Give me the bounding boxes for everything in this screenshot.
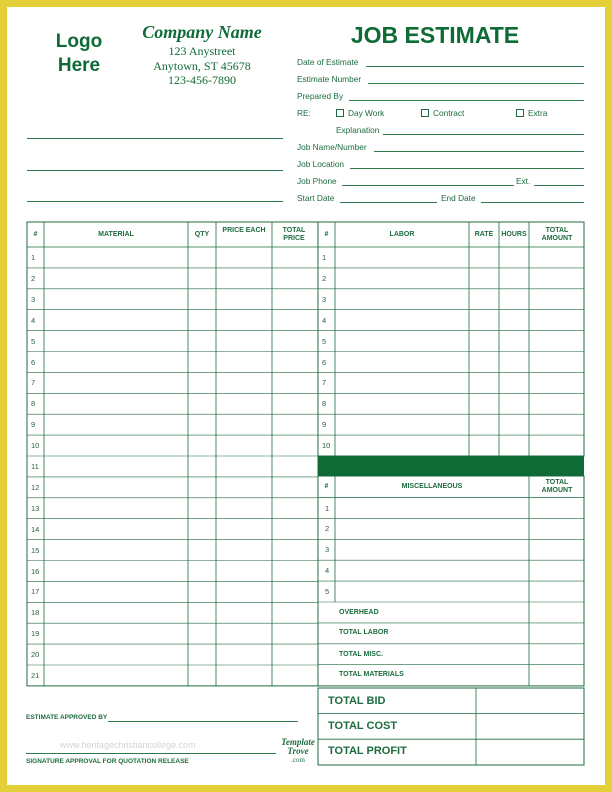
job-name-label: Job Name/Number [297, 142, 367, 152]
material-row-number: 13 [31, 503, 40, 513]
misc-row-number: 5 [325, 587, 330, 597]
contract-label: Contract [433, 108, 465, 118]
material-row-number: 15 [31, 545, 40, 555]
total-labor-label: TOTAL LABOR [339, 629, 389, 636]
total-cost-label: TOTAL COST [328, 720, 398, 732]
company-name: Company Name [142, 22, 262, 42]
labor-col-total-amount-header: TOTAL AMOUNT [541, 227, 573, 242]
material-row-number: 18 [31, 608, 40, 618]
company-street: 123 Anystreet [168, 44, 236, 58]
material-row-number: 10 [31, 441, 40, 451]
watermark-text: www.heritagechristiancollege.com [60, 740, 196, 750]
material-row-number: 14 [31, 524, 40, 534]
material-row-number: 12 [31, 482, 40, 492]
total-materials-label: TOTAL MATERIALS [339, 671, 404, 678]
material-row-number: 16 [31, 566, 40, 576]
job-phone-label: Job Phone [297, 176, 337, 186]
brand-line1: Template [281, 737, 315, 747]
re-label: RE: [297, 108, 311, 118]
signature-approval-label: SIGNATURE APPROVAL FOR QUOTATION RELEASE [26, 758, 189, 765]
misc-col-misc-header: MISCELLANEOUS [401, 483, 463, 490]
extra-label: Extra [528, 108, 548, 118]
material-row-number: 19 [31, 629, 40, 639]
estimate-approved-by-label: ESTIMATE APPROVED BY [26, 714, 108, 721]
material-table-border [27, 222, 318, 686]
prepared-by-label: Prepared By [297, 91, 344, 101]
labor-col-hours-header: HOURS [501, 231, 527, 238]
material-row-number: 4 [31, 315, 36, 325]
total-misc-label: TOTAL MISC. [339, 651, 383, 658]
misc-col-num-header: # [324, 483, 329, 490]
labor-row-number: 5 [322, 336, 327, 346]
explanation-label: Explanation [336, 125, 380, 135]
labor-row-number: 1 [322, 253, 327, 262]
material-col-num-header: # [33, 231, 38, 238]
labor-row-number: 4 [322, 315, 327, 325]
material-row-number: 8 [31, 399, 36, 409]
labor-row-number: 9 [322, 420, 327, 430]
ext-label: Ext. [516, 176, 531, 186]
material-row-number: 3 [31, 294, 36, 304]
estimate-approved-by-field[interactable] [108, 721, 298, 722]
start-date-label: Start Date [297, 193, 335, 203]
brand-line3: .com [291, 756, 305, 764]
labor-row-number: 2 [322, 273, 327, 283]
total-bid-label: TOTAL BID [328, 695, 386, 707]
labor-misc-divider-bar [318, 456, 584, 476]
material-row-number: 2 [31, 273, 36, 283]
labor-row-number: 6 [322, 357, 327, 367]
labor-row-number: 3 [322, 294, 327, 304]
logo-line1: Logo [55, 31, 103, 52]
material-row-number: 20 [31, 650, 40, 660]
material-col-price-each-header: PRICE EACH [222, 227, 266, 234]
misc-col-total-amount-header: TOTAL AMOUNT [541, 479, 573, 494]
material-row-number: 21 [31, 671, 40, 680]
material-row-number: 17 [31, 587, 40, 597]
total-profit-label: TOTAL PROFIT [328, 745, 407, 757]
end-date-label: End Date [441, 193, 476, 203]
labor-row-number: 10 [322, 441, 331, 451]
misc-row-number: 1 [325, 503, 330, 513]
material-col-qty-header: QTY [194, 231, 210, 238]
labor-row-number: 8 [322, 399, 327, 409]
labor-col-rate-header: RATE [474, 231, 494, 238]
signature-field[interactable] [26, 753, 276, 754]
labor-row-number: 7 [322, 378, 327, 388]
misc-row-number: 2 [325, 524, 330, 534]
labor-table-border [318, 222, 584, 456]
misc-row-number: 4 [325, 566, 330, 576]
day-work-label: Day Work [348, 108, 385, 118]
company-city: Anytown, ST 45678 [153, 59, 251, 73]
material-row-number: 6 [31, 357, 36, 367]
page-title: JOB ESTIMATE [350, 22, 520, 48]
misc-row-number: 3 [325, 545, 330, 555]
material-row-number: 9 [31, 420, 36, 430]
material-row-number: 5 [31, 336, 36, 346]
material-row-number: 11 [31, 462, 39, 471]
company-phone: 123-456-7890 [168, 73, 236, 87]
labor-col-num-header: # [324, 231, 329, 238]
logo-line2: Here [57, 55, 101, 76]
estimate-number-label: Estimate Number [297, 74, 362, 84]
material-col-material-header: MATERIAL [98, 231, 134, 238]
date-of-estimate-label: Date of Estimate [297, 57, 359, 67]
labor-col-labor-header: LABOR [389, 231, 415, 238]
job-location-label: Job Location [297, 159, 345, 169]
material-row-number: 1 [31, 253, 36, 262]
material-col-total-price-header: TOTAL PRICE [282, 227, 306, 242]
material-row-number: 7 [31, 378, 36, 388]
template-trove-logo [278, 738, 318, 765]
overhead-label: OVERHEAD [339, 609, 379, 616]
brand-line2: Trove [287, 746, 309, 756]
